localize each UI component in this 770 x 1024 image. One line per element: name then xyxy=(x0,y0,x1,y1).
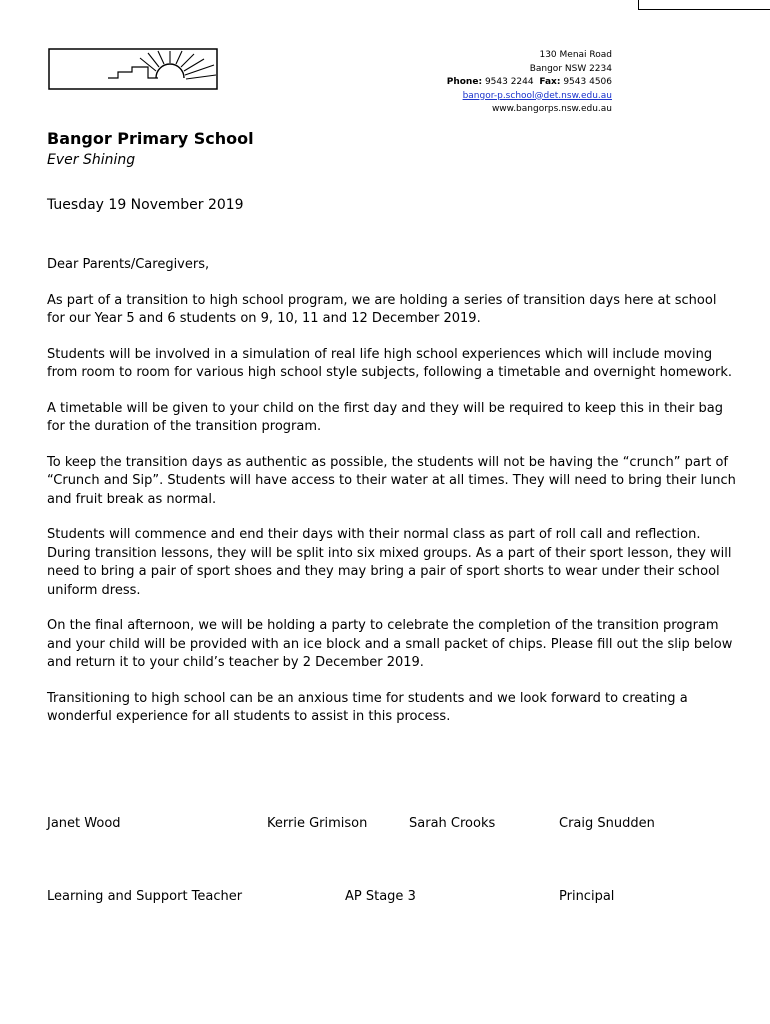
school-address-block xyxy=(447,49,612,117)
address-suburb: Bangor NSW 2234 xyxy=(529,63,612,74)
school-name: Bangor Primary School xyxy=(47,129,254,148)
signatory-name: Kerrie Grimison xyxy=(267,816,368,831)
school-motto: Ever Shining xyxy=(47,152,136,168)
phone-number: 9543 2244 xyxy=(484,77,534,87)
paragraph: On the final afternoon, we will be holding a party to celebrate the completion of the transition program and your child will be provided with an ice block and a small packet of chips. Please fill out the slip below and return it to your child’s teacher by 2 December 2019. xyxy=(47,618,733,670)
website-text: www.bangorps.nsw.edu.au xyxy=(491,104,612,114)
contact-numbers: Phone: 9543 2244 Fax: 9543 4506 xyxy=(446,77,612,87)
paragraph: Transitioning to high school can be an anxious time for students and we look forward to creating a wonderful experience for all students to assist in this process. xyxy=(47,690,688,724)
phone-label: Phone xyxy=(446,77,479,87)
signatory-name: Sarah Crooks xyxy=(409,816,496,831)
fax-label: Fax xyxy=(539,77,557,87)
signatory-name: Janet Wood xyxy=(47,816,121,831)
corner-box xyxy=(638,0,770,10)
school-logo xyxy=(48,48,218,90)
paragraph: A timetable will be given to your child on the first day and they will be required to keep this in their bag for the duration of the transition program. xyxy=(47,400,723,434)
letter-body xyxy=(47,256,737,744)
signatory-role: Learning and Support Teacher xyxy=(47,889,243,904)
paragraph: To keep the transition days as authentic as possible, the students will not be having the “crunch” part of “Crunch and Sip”. Students will have access to their water at all times. They will need to bring their lunch and fruit break as normal. xyxy=(47,454,736,507)
greeting: Dear Parents/Caregivers, xyxy=(47,257,210,272)
letter-date: Tuesday 19 November 2019 xyxy=(47,197,244,213)
fax-number: 9543 4506 xyxy=(563,77,612,87)
signatory-role: Principal xyxy=(559,889,615,904)
paragraph: Students will be involved in a simulation of real life high school experiences which will include moving from room to room for various high school style subjects, following a timetable and overnight homework. xyxy=(47,346,733,380)
paragraph: As part of a transition to high school program, we are holding a series of transition days here at school for our Year 5 and 6 students on 9, 10, 11 and 12 December 2019. xyxy=(47,292,717,326)
email-link[interactable]: bangor-p.school@det.nsw.edu.au xyxy=(462,90,612,101)
signatory-role: AP Stage 3 xyxy=(345,889,416,904)
paragraph: Students will commence and end their days with their normal class as part of roll call and reflection. During transition lessons, they will be split into six mixed groups. As a part of their sport lesson, they will need to bring a pair of sport shoes and they may bring a pair of sport shorts to wear under their school uniform dress. xyxy=(47,527,732,598)
address-street: 130 Menai Road xyxy=(539,50,612,60)
signatory-name: Craig Snudden xyxy=(559,816,655,831)
